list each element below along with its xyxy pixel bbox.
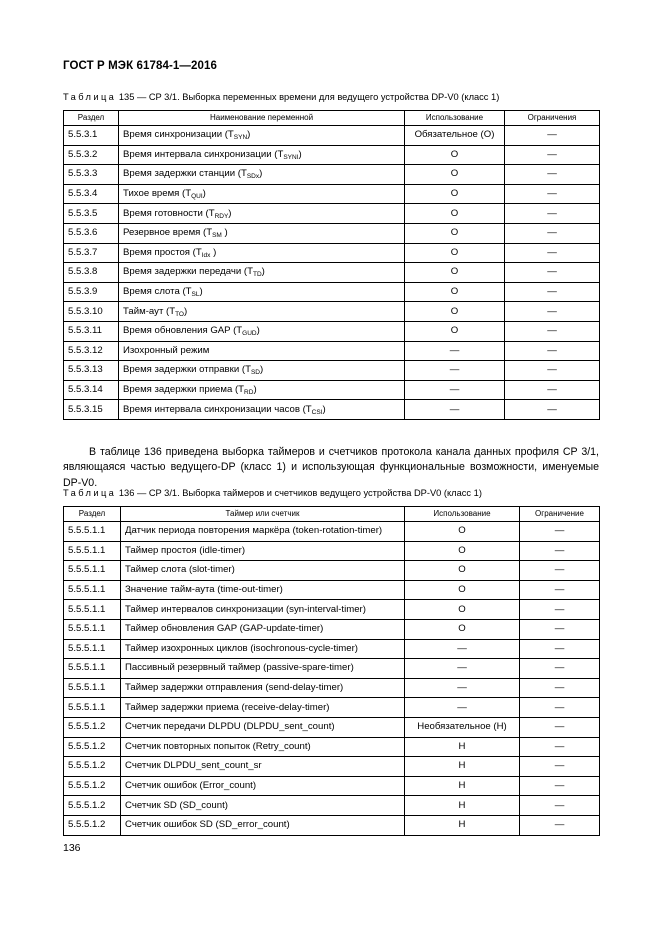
section-cell: 5.5.5.1.1 [64, 659, 121, 679]
variable-subscript: Idx [201, 251, 211, 259]
section-cell: 5.5.3.9 [64, 282, 119, 302]
variable-name-cell [119, 184, 405, 204]
timer-name-cell: Счетчик DLPDU_sent_count_sr [121, 757, 405, 777]
table-row [64, 204, 600, 224]
table-row [64, 302, 600, 322]
section-cell: 5.5.3.7 [64, 243, 119, 263]
usage-cell: Н [405, 776, 520, 796]
column-header: Ограничения [505, 111, 600, 126]
usage-cell: О [405, 580, 520, 600]
usage-cell: — [405, 698, 520, 718]
limit-cell: — [505, 361, 600, 381]
column-header: Ограничение [520, 507, 600, 522]
limit-cell: — [520, 619, 600, 639]
timer-name-cell: Датчик периода повторения маркёра (token-rotation-timer) [121, 522, 405, 542]
limit-cell: — [505, 380, 600, 400]
table-136-caption [63, 488, 482, 498]
usage-cell: Необязательное (Н) [405, 717, 520, 737]
variable-name-tail: ) [261, 266, 265, 278]
section-cell: 5.5.5.1.2 [64, 757, 121, 777]
variable-subscript: TO [175, 310, 184, 318]
section-cell: 5.5.5.1.2 [64, 815, 121, 835]
variable-name-tail: ) [259, 364, 264, 376]
variable-subscript: SYN [233, 134, 248, 142]
limit-cell: — [520, 639, 600, 659]
table-row [64, 580, 600, 600]
limit-cell: — [520, 757, 600, 777]
usage-cell: Обязательное (О) [405, 126, 505, 146]
table-row [64, 659, 600, 679]
variable-name-tail: ) [228, 207, 232, 219]
table-row [64, 757, 600, 777]
usage-cell: — [405, 659, 520, 679]
variable-name-tail: ) [221, 227, 228, 239]
table-row [64, 776, 600, 796]
usage-cell: О [405, 145, 505, 165]
section-cell: 5.5.3.13 [64, 361, 119, 381]
variable-name: Время задержки отправки (T [123, 364, 251, 376]
variable-name-tail: ) [183, 305, 188, 317]
usage-cell: — [405, 639, 520, 659]
section-cell: 5.5.5.1.1 [64, 639, 121, 659]
document-header: ГОСТ Р МЭК 61784-1—2016 [63, 60, 217, 72]
variable-name-tail: ) [199, 286, 203, 298]
limit-cell: — [520, 561, 600, 581]
section-cell: 5.5.5.1.1 [64, 600, 121, 620]
limit-cell: — [520, 522, 600, 542]
variable-name-cell [119, 165, 405, 185]
limit-cell: — [520, 815, 600, 835]
section-cell: 5.5.5.1.1 [64, 698, 121, 718]
limit-cell: — [520, 678, 600, 698]
section-cell: 5.5.5.1.2 [64, 796, 121, 816]
timer-name-cell: Счетчик ошибок (Error_count) [121, 776, 405, 796]
usage-cell: — [405, 341, 505, 361]
variable-name-cell [119, 302, 405, 322]
column-header: Наименование переменной [119, 111, 405, 126]
usage-cell: Н [405, 757, 520, 777]
caption-label: Таблица [63, 92, 117, 102]
variable-name: Резервное время (T [123, 227, 213, 239]
limit-cell: — [505, 302, 600, 322]
variable-subscript: SYNI [283, 153, 299, 161]
variable-name: Изохронный режим [123, 344, 210, 356]
usage-cell: — [405, 400, 505, 420]
usage-cell: О [405, 165, 505, 185]
section-cell: 5.5.3.4 [64, 184, 119, 204]
variable-name-tail: ) [210, 246, 217, 258]
usage-cell: Н [405, 815, 520, 835]
section-cell: 5.5.3.6 [64, 223, 119, 243]
timer-name-cell: Счетчик ошибок SD (SD_error_count) [121, 815, 405, 835]
limit-cell: — [505, 400, 600, 420]
table-row [64, 737, 600, 757]
variable-name-tail: ) [256, 325, 260, 337]
column-header: Таймер или счетчик [121, 507, 405, 522]
table-row [64, 165, 600, 185]
table-row [64, 600, 600, 620]
usage-cell: О [405, 282, 505, 302]
usage-cell: О [405, 204, 505, 224]
variable-name-cell [119, 126, 405, 146]
timer-name-cell: Значение тайм-аута (time-out-timer) [121, 580, 405, 600]
variable-subscript: SM [212, 232, 222, 240]
variable-name: Время интервала синхронизации (T [123, 148, 284, 160]
section-cell: 5.5.3.14 [64, 380, 119, 400]
variable-name: Время интервала синхронизации часов (T [123, 403, 312, 415]
variable-name-tail: ) [247, 129, 251, 141]
limit-cell: — [505, 243, 600, 263]
caption-label: Таблица [63, 488, 117, 498]
section-cell: 5.5.5.1.1 [64, 580, 121, 600]
usage-cell: — [405, 380, 505, 400]
section-cell: 5.5.5.1.1 [64, 619, 121, 639]
limit-cell: — [520, 541, 600, 561]
table-row [64, 678, 600, 698]
variable-name: Время обновления GAP (T [123, 325, 243, 337]
limit-cell: — [520, 717, 600, 737]
column-header: Раздел [64, 507, 121, 522]
column-header: Раздел [64, 111, 119, 126]
usage-cell: О [405, 302, 505, 322]
variable-name-tail: ) [298, 148, 302, 160]
limit-cell: — [505, 165, 600, 185]
table-row [64, 145, 600, 165]
limit-cell: — [520, 796, 600, 816]
variable-subscript: RD [244, 389, 254, 397]
variable-name-tail: ) [202, 188, 206, 200]
table-row [64, 380, 600, 400]
variable-name-cell [119, 380, 405, 400]
section-cell: 5.5.3.2 [64, 145, 119, 165]
section-cell: 5.5.3.3 [64, 165, 119, 185]
variable-name: Время слота (T [123, 286, 192, 298]
variable-name-tail: ) [259, 168, 263, 180]
variable-name-tail: ) [322, 403, 326, 415]
variable-name-cell [119, 263, 405, 283]
limit-cell: — [505, 321, 600, 341]
section-cell: 5.5.5.1.2 [64, 776, 121, 796]
variable-name-cell [119, 361, 405, 381]
table-row [64, 223, 600, 243]
table-135-caption [63, 92, 499, 102]
table-row [64, 361, 600, 381]
limit-cell: — [505, 126, 600, 146]
variable-name-cell [119, 204, 405, 224]
section-cell: 5.5.5.1.1 [64, 561, 121, 581]
limit-cell: — [505, 184, 600, 204]
usage-cell: О [405, 263, 505, 283]
variable-name-cell [119, 400, 405, 420]
timer-name-cell: Пассивный резервный таймер (passive-spare-timer) [121, 659, 405, 679]
table-header-row [64, 507, 600, 522]
variable-subscript: RDY [214, 212, 229, 220]
limit-cell: — [505, 223, 600, 243]
section-cell: 5.5.5.1.2 [64, 737, 121, 757]
section-cell: 5.5.3.1 [64, 126, 119, 146]
timer-name-cell: Счетчик передачи DLPDU (DLPDU_sent_count) [121, 717, 405, 737]
variable-name: Время задержки передачи (T [123, 266, 253, 278]
timer-name-cell: Таймер обновления GAP (GAP-update-timer) [121, 619, 405, 639]
table-row [64, 341, 600, 361]
variable-subscript: GUD [242, 330, 257, 338]
section-cell: 5.5.3.11 [64, 321, 119, 341]
table-136-body [64, 522, 600, 836]
variable-subscript: QUI [191, 193, 203, 201]
usage-cell: Н [405, 737, 520, 757]
usage-cell: О [405, 184, 505, 204]
usage-cell: Н [405, 796, 520, 816]
table-row [64, 698, 600, 718]
usage-cell: — [405, 361, 505, 381]
limit-cell: — [520, 737, 600, 757]
limit-cell: — [505, 263, 600, 283]
limit-cell: — [520, 580, 600, 600]
variable-name-cell [119, 282, 405, 302]
section-cell: 5.5.3.15 [64, 400, 119, 420]
page-number: 136 [63, 842, 81, 854]
section-cell: 5.5.5.1.1 [64, 541, 121, 561]
table-row [64, 243, 600, 263]
variable-name: Тайм-аут (T [123, 305, 176, 317]
table-row [64, 561, 600, 581]
table-row [64, 815, 600, 835]
variable-subscript: SD [250, 369, 260, 377]
variable-name-cell [119, 321, 405, 341]
variable-subscript: SDx [246, 173, 260, 181]
variable-name: Время готовности (T [123, 207, 215, 219]
timer-name-cell: Таймер изохронных циклов (isochronous-cycle-timer) [121, 639, 405, 659]
section-cell: 5.5.3.8 [64, 263, 119, 283]
table-row [64, 522, 600, 542]
section-cell: 5.5.5.1.1 [64, 522, 121, 542]
timer-name-cell: Счетчик повторных попыток (Retry_count) [121, 737, 405, 757]
section-cell: 5.5.3.10 [64, 302, 119, 322]
limit-cell: — [520, 659, 600, 679]
timer-name-cell: Таймер задержки приема (receive-delay-timer) [121, 698, 405, 718]
variable-name-cell [119, 243, 405, 263]
usage-cell: О [405, 600, 520, 620]
section-cell: 5.5.3.5 [64, 204, 119, 224]
usage-cell: О [405, 619, 520, 639]
variable-name-cell [119, 223, 405, 243]
table-136 [63, 506, 600, 836]
caption-text: 135 — CP 3/1. Выборка переменных времени для ведущего устройства DP-V0 (класс 1) [116, 92, 500, 102]
limit-cell: — [505, 282, 600, 302]
variable-subscript: CSI [311, 408, 323, 416]
body-paragraph: В таблице 136 приведена выборка таймеров и счетчиков протокола канала данных профиля CP 3/1, являющаяся частью ведущего-DP (класс 1) и использующая функциональные возможности, именуемые DP-V0. [63, 445, 599, 489]
table-row [64, 184, 600, 204]
limit-cell: — [520, 600, 600, 620]
section-cell: 5.5.3.12 [64, 341, 119, 361]
table-row [64, 639, 600, 659]
usage-cell: О [405, 561, 520, 581]
table-row [64, 282, 600, 302]
limit-cell: — [505, 145, 600, 165]
timer-name-cell: Таймер интервалов синхронизации (syn-interval-timer) [121, 600, 405, 620]
table-row [64, 263, 600, 283]
usage-cell: О [405, 223, 505, 243]
limit-cell: — [505, 341, 600, 361]
variable-name: Время простоя (T [123, 246, 202, 258]
variable-name: Время синхронизации (T [123, 129, 234, 141]
variable-name-cell [119, 341, 405, 361]
variable-subscript: TD [252, 271, 262, 279]
usage-cell: — [405, 678, 520, 698]
variable-name: Время задержки приема (T [123, 384, 245, 396]
table-row [64, 126, 600, 146]
caption-text: 136 — CP 3/1. Выборка таймеров и счетчиков ведущего устройства DP-V0 (класс 1) [116, 488, 482, 498]
table-row [64, 796, 600, 816]
usage-cell: О [405, 321, 505, 341]
timer-name-cell: Счетчик SD (SD_count) [121, 796, 405, 816]
usage-cell: О [405, 541, 520, 561]
usage-cell: О [405, 243, 505, 263]
variable-name-cell [119, 145, 405, 165]
limit-cell: — [505, 204, 600, 224]
variable-name: Время задержки станции (T [123, 168, 247, 180]
table-row [64, 619, 600, 639]
timer-name-cell: Таймер задержки отправления (send-delay-timer) [121, 678, 405, 698]
table-row [64, 400, 600, 420]
limit-cell: — [520, 776, 600, 796]
table-135 [63, 110, 600, 420]
column-header: Использование [405, 507, 520, 522]
limit-cell: — [520, 698, 600, 718]
variable-name-tail: ) [253, 384, 257, 396]
timer-name-cell: Таймер простоя (idle-timer) [121, 541, 405, 561]
section-cell: 5.5.5.1.1 [64, 678, 121, 698]
timer-name-cell: Таймер слота (slot-timer) [121, 561, 405, 581]
table-row [64, 717, 600, 737]
table-row [64, 541, 600, 561]
table-135-body [64, 126, 600, 420]
table-header-row [64, 111, 600, 126]
variable-subscript: SL [191, 291, 200, 299]
table-row [64, 321, 600, 341]
column-header: Использование [405, 111, 505, 126]
usage-cell: О [405, 522, 520, 542]
section-cell: 5.5.5.1.2 [64, 717, 121, 737]
variable-name: Тихое время (T [123, 188, 192, 200]
